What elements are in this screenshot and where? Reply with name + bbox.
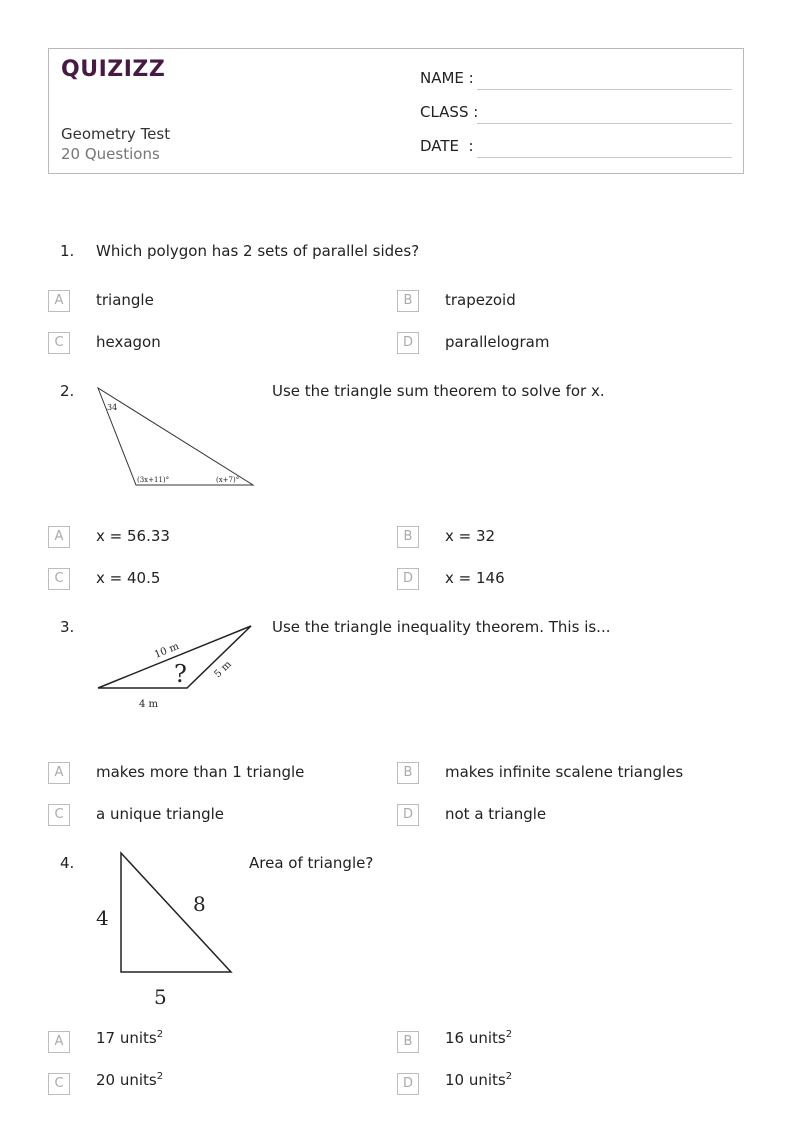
- question-number: 4.: [60, 854, 75, 872]
- side-label-hypotenuse: 8: [193, 892, 206, 916]
- right-triangle-figure: [92, 848, 238, 1010]
- date-line[interactable]: [477, 157, 732, 158]
- option-c-box[interactable]: C: [48, 332, 70, 354]
- question-number: 2.: [60, 382, 75, 400]
- option-d-text: 10 units$^2$: [445, 1071, 513, 1089]
- date-label: DATE :: [420, 137, 474, 155]
- option-c-text: a unique triangle: [96, 805, 224, 823]
- side-label-height: 4: [96, 906, 109, 930]
- test-title: Geometry Test: [61, 125, 171, 143]
- option-c-text: 20 units$^2$: [96, 1071, 164, 1089]
- question-text: Use the triangle inequality theorem. This is...: [272, 618, 611, 636]
- question-text: Area of triangle?: [249, 854, 374, 872]
- angle-label-left: (3x+11)°: [137, 476, 170, 484]
- option-d-box[interactable]: D: [397, 804, 419, 826]
- option-d-box[interactable]: D: [397, 1073, 419, 1095]
- name-line[interactable]: [477, 89, 732, 90]
- name-label: NAME :: [420, 69, 474, 87]
- worksheet-header: [48, 48, 744, 174]
- triangle-inequality-figure: [94, 620, 258, 712]
- option-b-box[interactable]: B: [397, 290, 419, 312]
- option-d-box[interactable]: D: [397, 568, 419, 590]
- triangle-angles-figure: [94, 384, 258, 490]
- option-d-box[interactable]: D: [397, 332, 419, 354]
- class-line[interactable]: [477, 123, 732, 124]
- option-b-text: 16 units$^2$: [445, 1029, 513, 1047]
- triangle-shape: [98, 388, 253, 485]
- option-b-text: x = 32: [445, 527, 496, 545]
- option-c-text: x = 40.5: [96, 569, 161, 587]
- side-label-bottom: 4 m: [139, 699, 159, 710]
- option-d-text: not a triangle: [445, 805, 547, 823]
- option-c-box[interactable]: C: [48, 1073, 70, 1095]
- triangle-shape: [121, 853, 231, 972]
- option-a-box[interactable]: A: [48, 762, 70, 784]
- option-a-box[interactable]: A: [48, 290, 70, 312]
- option-d-text: x = 146: [445, 569, 505, 587]
- question-text: Which polygon has 2 sets of parallel sides?: [96, 242, 420, 260]
- option-c-box[interactable]: C: [48, 804, 70, 826]
- option-b-box[interactable]: B: [397, 762, 419, 784]
- angle-label-top: 34: [107, 403, 118, 412]
- question-text: Use the triangle sum theorem to solve for x.: [272, 382, 605, 400]
- option-a-text: triangle: [96, 291, 154, 309]
- unknown-mark: ?: [174, 660, 187, 688]
- option-a-box[interactable]: A: [48, 1031, 70, 1053]
- question-count: 20 Questions: [61, 145, 160, 163]
- option-d-text: parallelogram: [445, 333, 550, 351]
- side-label-long: 10 m: [153, 641, 181, 661]
- option-a-box[interactable]: A: [48, 526, 70, 548]
- option-a-text: 17 units$^2$: [96, 1029, 164, 1047]
- option-b-text: trapezoid: [445, 291, 516, 309]
- option-b-box[interactable]: B: [397, 1031, 419, 1053]
- option-b-text: makes infinite scalene triangles: [445, 763, 684, 781]
- question-number: 3.: [60, 618, 75, 636]
- quizizz-logo: QUIZIZZ: [61, 57, 166, 82]
- option-c-box[interactable]: C: [48, 568, 70, 590]
- side-label-right: 5 m: [212, 659, 234, 681]
- class-label: CLASS :: [420, 103, 479, 121]
- option-a-text: makes more than 1 triangle: [96, 763, 305, 781]
- option-a-text: x = 56.33: [96, 527, 170, 545]
- option-b-box[interactable]: B: [397, 526, 419, 548]
- side-label-base: 5: [154, 985, 167, 1009]
- angle-label-right: (x+7)°: [216, 476, 240, 484]
- option-c-text: hexagon: [96, 333, 161, 351]
- question-number: 1.: [60, 242, 75, 260]
